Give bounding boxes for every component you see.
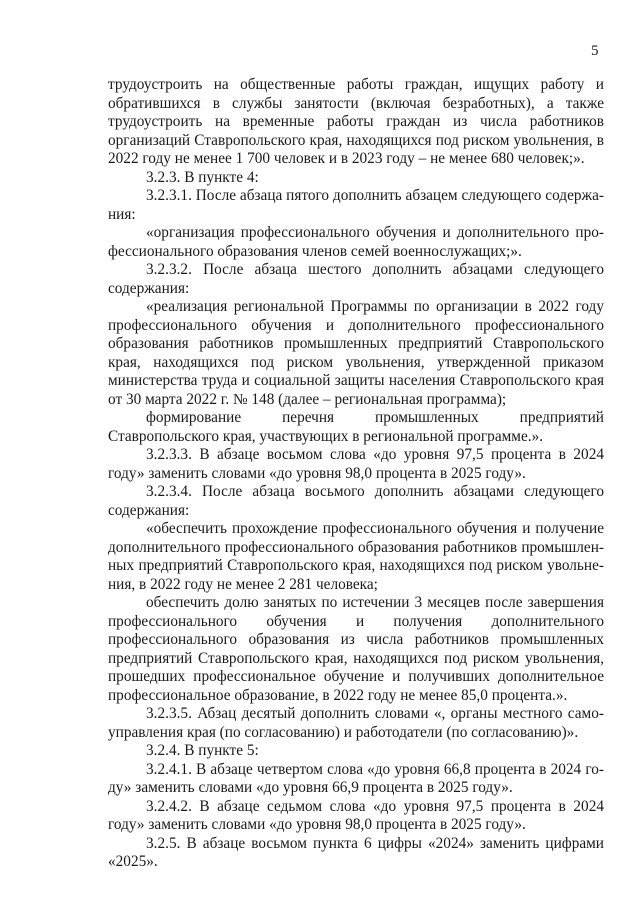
- paragraph-quote-military-families: «организация профессионального обучения и дополнительного профессионального образования членов семей военнослужащих;».: [108, 224, 604, 260]
- paragraph-3-2-3-4: 3.2.3.4. После абзаца восьмого дополнить абзацами следующего содержания:: [108, 483, 604, 519]
- paragraph-3-2-4: 3.2.4. В пункте 5:: [146, 742, 259, 759]
- paragraph-quote-training: «обеспечить прохождение профессионального обучения и получение дополнительного профессионального образования работников промышленных предприятий Ставропольского края, находящихся под риском увольнения, в 2022 году не менее 2 281 человека;: [108, 520, 604, 593]
- paragraph-list-enterprises: формирование перечня промышленных предприятий Ставропольского края, участвующих в региональной программе.».: [108, 409, 604, 445]
- page-number: 5: [591, 43, 599, 59]
- paragraph-3-2-3-5: 3.2.3.5. Абзац десятый дополнить словами «, органы местного самоуправления края (по согласованию) и работодатели (по согласованию)».: [108, 705, 604, 741]
- paragraph-3-2-4-1: 3.2.4.1. В абзаце четвертом слова «до уровня 66,8 процента в 2024 году» заменить словами «до уровня 66,9 процента в 2025 году».: [108, 760, 604, 796]
- paragraph-continuation: трудоустроить на общественные работы граждан, ищущих работу и обратившихся в службы занятости (включая безработных), а также трудоустроить на временные работы граждан из числа работников организаций Ставропольского края, находящихся под риском увольнения, в 2022 году не менее 1 700 человек и в 2023 году – не менее 680 человек;».: [108, 76, 604, 167]
- paragraph-3-2-3: 3.2.3. В пункте 4:: [146, 168, 259, 186]
- paragraph-3-2-5: 3.2.5. В абзаце восьмом пункта 6 цифры «2024» заменить цифрами «2025».: [108, 834, 604, 870]
- paragraph-3-2-3-2: 3.2.3.2. После абзаца шестого дополнить абзацами следующего содержания:: [108, 261, 604, 297]
- paragraph-3-2-3-1: 3.2.3.1. После абзаца пятого дополнить абзацем следующего содержания:: [108, 187, 604, 223]
- paragraph-employment-share: обеспечить долю занятых по истечении 3 месяцев после завершения профессионального обучения и получения дополнительного профессионального образования из числа работников промышленных предприятий Ставропольского края, находящихся под риском увольнения, прошедших профессиональное обучение и получивших дополнительное профессиональное образование, в 2022 году не менее 85,0 процента.».: [108, 594, 604, 704]
- document-body: [108, 76, 604, 872]
- paragraph-3-2-3-3: 3.2.3.3. В абзаце восьмом слова «до уровня 97,5 процента в 2024 году» заменить словами «до уровня 98,0 процента в 2025 году».: [108, 446, 604, 482]
- paragraph-quote-regional-program: «реализация региональной Программы по организации в 2022 году профессионального обучения и дополнительного профессионального образования работников промышленных предприятий Ставропольского края, находящихся под риском увольнения, утвержденной приказом министерства труда и социальной защиты населения Ставропольского края от 30 марта 2022 г. № 148 (далее – региональная программа);: [108, 298, 604, 408]
- paragraph-3-2-4-2: 3.2.4.2. В абзаце седьмом слова «до уровня 97,5 процента в 2024 году» заменить словами «до уровня 98,0 процента в 2025 году».: [108, 797, 604, 833]
